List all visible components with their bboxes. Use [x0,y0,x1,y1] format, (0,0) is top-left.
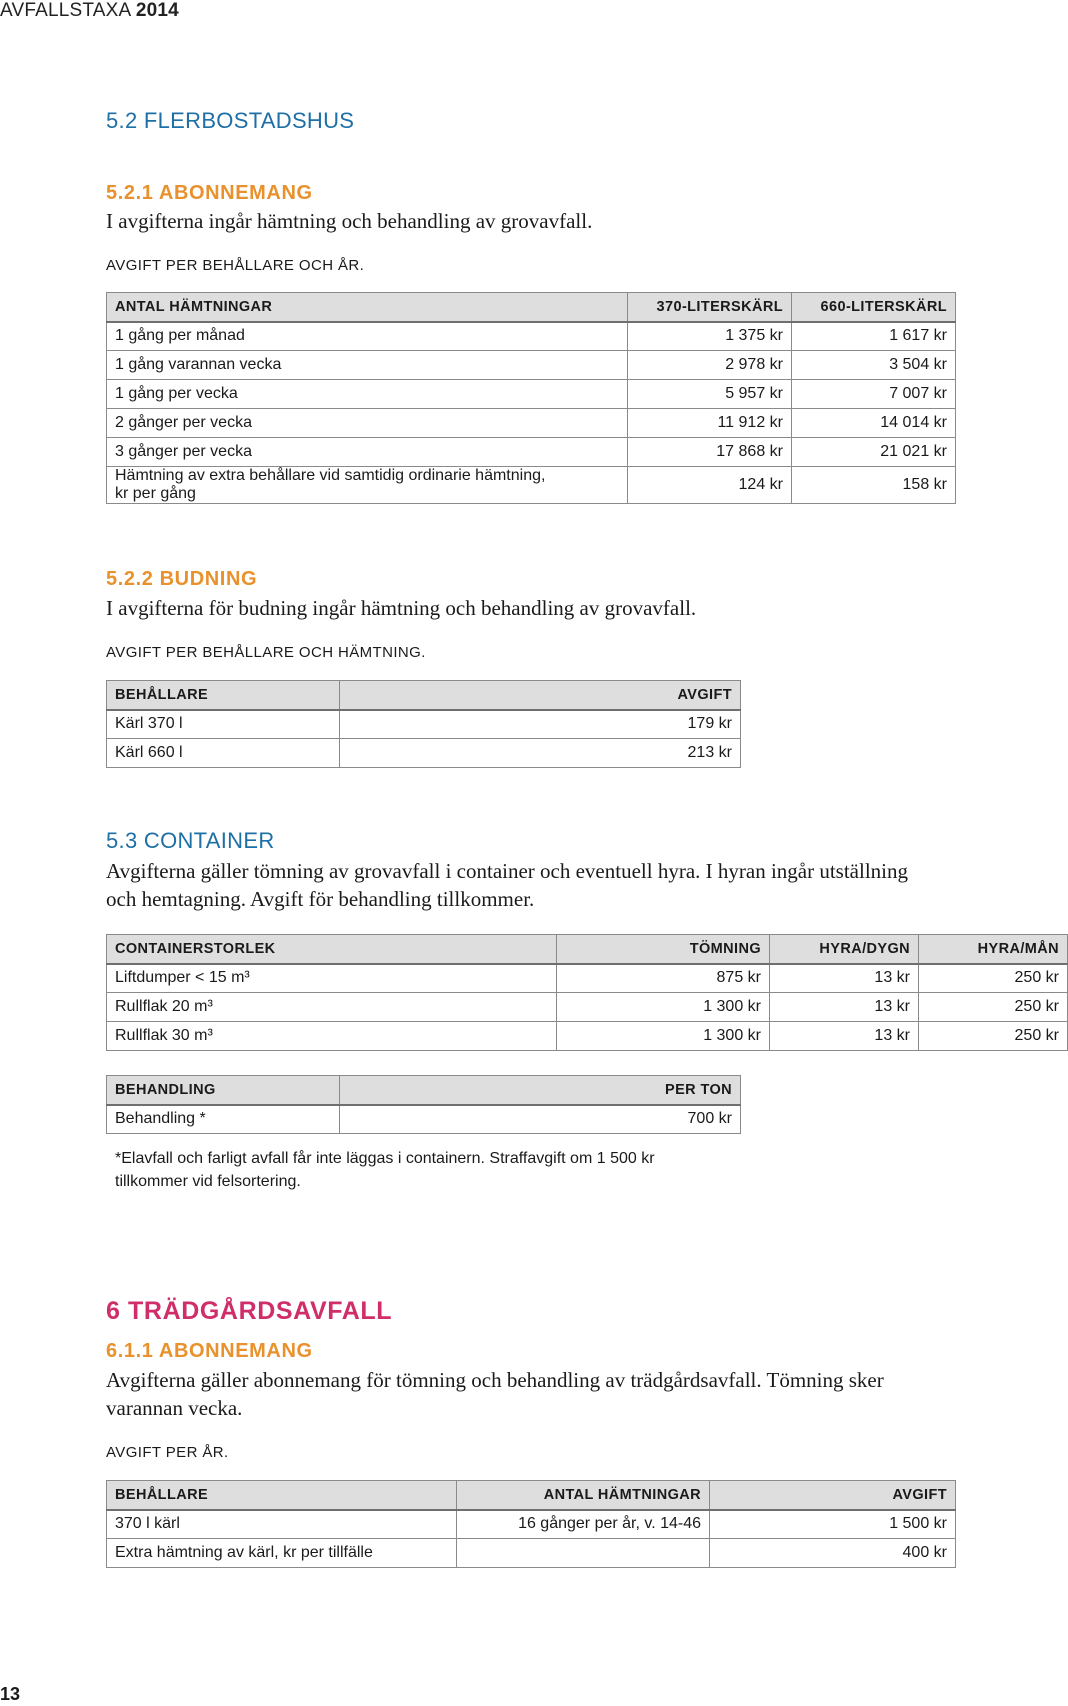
table-row [107,380,956,409]
footnote-line2: tillkommer vid felsortering. [115,1173,301,1190]
table-caption-6-1-1: AVGIFT PER ÅR. [106,1444,229,1461]
table-cell: 179 kr [340,710,741,739]
section-heading-5-3: 5.3 CONTAINER [106,828,275,853]
col-header: BEHÅLLARE [107,1481,457,1510]
table-cell [457,1539,710,1568]
col-header: HYRA/MÅN [919,935,1068,964]
table-row [107,438,956,467]
col-header: AVGIFT [710,1481,956,1510]
table-cell: 2 gånger per vecka [107,409,628,438]
table-row [107,710,741,739]
table-cell: 3 gånger per vecka [107,438,628,467]
table-cell: Extra hämtning av kärl, kr per tillfälle [107,1539,457,1568]
page-number: 13 [0,1684,21,1704]
col-header: 370-LITERSKÄRL [628,293,792,322]
section-heading-6-1-1: 6.1.1 ABONNEMANG [106,1340,313,1362]
col-header: CONTAINERSTORLEK [107,935,557,964]
table-cell: 1 375 kr [628,322,792,351]
section-heading-5-2-1: 5.2.1 ABONNEMANG [106,182,313,204]
table-cell: 1 300 kr [557,1022,770,1051]
table-cell: 14 014 kr [792,409,956,438]
table-cell: 21 021 kr [792,438,956,467]
header-title: AVFALLSTAXA [0,0,131,21]
table-cell: 250 kr [919,964,1068,993]
fee-table-tradgard [106,1480,956,1568]
col-header: PER TON [340,1076,741,1105]
footnote-line1: *Elavfall och farligt avfall får inte läggas i containern. Straffavgift om 1 500 kr [115,1150,655,1167]
table-row [107,964,1068,993]
col-header: ANTAL HÄMTNINGAR [107,293,628,322]
col-header: 660-LITERSKÄRL [792,293,956,322]
col-header: BEHÅLLARE [107,681,340,710]
table-cell: 16 gånger per år, v. 14-46 [457,1510,710,1539]
table-row [107,1510,956,1539]
table-cell: 158 kr [792,467,956,504]
section-intro-5-3-line1: Avgifterna gäller tömning av grovavfall i container och eventuell hyra. I hyran ingår utställning [106,859,909,883]
table-cell: Rullflak 30 m³ [107,1022,557,1051]
table-cell: 11 912 kr [628,409,792,438]
table-cell: 700 kr [340,1105,741,1134]
table-row [107,1022,1068,1051]
section-heading-5-2-2: 5.2.2 BUDNING [106,568,258,590]
fee-table-budning [106,680,741,768]
table-cell: 124 kr [628,467,792,504]
table-row [107,322,956,351]
table-header-row [107,935,1068,964]
running-header [0,0,179,22]
table-header-row [107,293,956,322]
table-cell: 400 kr [710,1539,956,1568]
table-row [107,739,741,768]
table-header-row [107,1481,956,1510]
table-cell: 13 kr [770,964,919,993]
table-row [107,993,1068,1022]
table-cell: 13 kr [770,1022,919,1051]
section-heading-5-2: 5.2 FLERBOSTADSHUS [106,108,355,133]
table-cell: 1 617 kr [792,322,956,351]
extra-row-line2: kr per gång [115,485,196,502]
table-cell: 1 500 kr [710,1510,956,1539]
table-cell: 1 300 kr [557,993,770,1022]
table-cell: 7 007 kr [792,380,956,409]
table-cell: 1 gång per vecka [107,380,628,409]
table-cell: 213 kr [340,739,741,768]
table-cell: 875 kr [557,964,770,993]
table-caption-5-2-2: AVGIFT PER BEHÅLLARE OCH HÄMTNING. [106,644,426,661]
table-cell: 13 kr [770,993,919,1022]
fee-table-abonnemang [106,292,956,504]
table-cell [107,467,628,504]
table-caption-5-2-1: AVGIFT PER BEHÅLLARE OCH ÅR. [106,257,365,274]
table-cell: 2 978 kr [628,351,792,380]
table-row-extra [107,467,956,504]
table-row [107,1105,741,1134]
table-cell: Behandling * [107,1105,340,1134]
table-cell: 250 kr [919,1022,1068,1051]
section-intro-5-2-2: I avgifterna för budning ingår hämtning och behandling av grovavfall. [106,596,697,620]
extra-row-line1: Hämtning av extra behållare vid samtidig ordinarie hämtning, [115,467,546,484]
table-cell: Rullflak 20 m³ [107,993,557,1022]
header-year: 2014 [135,0,179,21]
col-header: ANTAL HÄMTNINGAR [457,1481,710,1510]
table-cell: 250 kr [919,993,1068,1022]
table-cell: 1 gång per månad [107,322,628,351]
table-cell: 17 868 kr [628,438,792,467]
table-header-row [107,1076,741,1105]
table-row [107,351,956,380]
col-header: BEHANDLING [107,1076,340,1105]
table-row [107,409,956,438]
table-cell: 5 957 kr [628,380,792,409]
col-header: HYRA/DYGN [770,935,919,964]
table-cell: Kärl 660 l [107,739,340,768]
table-cell: 1 gång varannan vecka [107,351,628,380]
table-cell: 370 l kärl [107,1510,457,1539]
col-header: AVGIFT [340,681,741,710]
section-intro-5-2-1: I avgifterna ingår hämtning och behandling av grovavfall. [106,209,593,233]
section-intro-6-1-1-line1: Avgifterna gäller abonnemang för tömning och behandling av trädgårdsavfall. Tömning sker [106,1368,884,1392]
fee-table-container [106,934,1068,1051]
table-cell: 3 504 kr [792,351,956,380]
fee-table-behandling [106,1075,741,1134]
chapter-heading-6: 6 TRÄDGÅRDSAVFALL [106,1297,393,1325]
table-row [107,1539,956,1568]
section-intro-5-3-line2: och hemtagning. Avgift för behandling tillkommer. [106,887,535,911]
table-header-row [107,681,741,710]
section-intro-6-1-1-line2: varannan vecka. [106,1396,243,1420]
col-header: TÖMNING [557,935,770,964]
table-cell: Kärl 370 l [107,710,340,739]
table-cell: Liftdumper < 15 m³ [107,964,557,993]
